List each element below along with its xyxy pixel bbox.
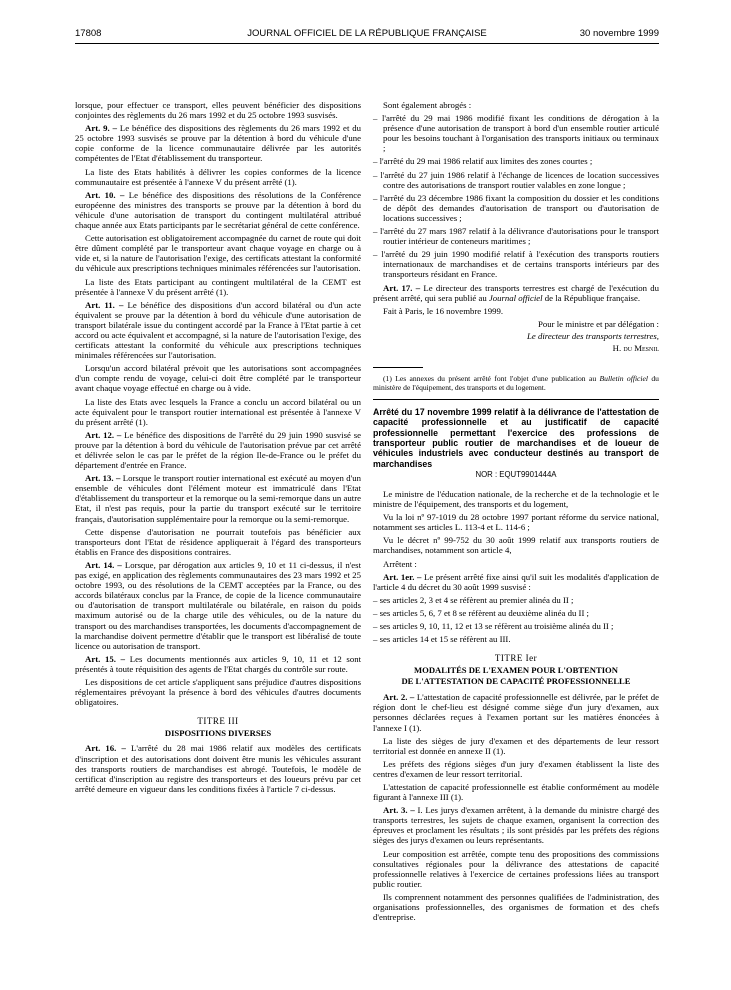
article-label: Art. 11. – bbox=[85, 299, 124, 310]
article-16: Art. 16. – L'arrêté du 28 mai 1986 relatif aux modèles des certificats d'inscription et des autorisations dont doivent être munis les véhicules assurant des transports routiers de marchandises est abrogé. Toutefois, le modèle de certificat d'inscription au registre des transporteurs et des loueurs prévu par cet arrêté demeure en vigueur dans les conditions fixées à l'article 7 ci-dessus. bbox=[75, 743, 362, 794]
article-1: Art. 1er. – Le présent arrêté fixe ainsi qu'il suit les modalités d'application de l'article 4 du décret du 30 août 1999 susvisé : bbox=[373, 571, 659, 592]
paragraph: lorsque, pour effectuer ce transport, elles peuvent bénéficier des dispositions conjointes des règlements du 26 mars 1992 et du 25 octobre 1993 susvisés. bbox=[75, 100, 361, 121]
paragraph: Les dispositions de cet article s'appliquent sans préjudice d'autres dispositions réglementaires prévoyant la présence à bord des véhicules d'autres documents obligatoires. bbox=[75, 676, 361, 708]
signatory-name: H. du Mesnil bbox=[612, 342, 659, 353]
list-item: – ses articles 5, 6, 7 et 8 se réfèrent au deuxième alinéa du II ; bbox=[373, 607, 589, 618]
paragraph: Arrêtent : bbox=[383, 558, 417, 569]
paragraph: Vu le décret nº 99-752 du 30 août 1999 relatif aux transports routiers de marchandises, notamment son article 4, bbox=[373, 535, 659, 556]
article-13: Art. 13. – Lorsque le transport routier international est exécuté au moyen d'un ensemble de véhicules dont l'élément moteur est immatriculé dans l'Etat d'établissement du transporteur et la remorque ou la semi-remorque dans un autre Etat, il n'est pas requis, pour la partie du transport exécuté sur le territoire français, d'autorisation supplémentaire pour la remorque ou la semi-remorque. bbox=[75, 473, 361, 524]
article-12: Art. 12. – Le bénéfice des dispositions de l'arrêté du 29 juin 1990 susvisé se prouve par la détention à bord du véhicule de l'autorisation prévue par cet arrêté et délivrée selon le cas par le préfet de la région Ile-de-France ou le préfet du département d'entrée en France. bbox=[75, 429, 362, 471]
journal-title: JOURNAL OFFICIEL DE LA RÉPUBLIQUE FRANÇAISE bbox=[247, 28, 487, 39]
article-15: Art. 15. – Les documents mentionnés aux articles 9, 10, 11 et 12 sont présentés à toute réquisition des agents de l'Etat chargés du contrôle sur route. bbox=[75, 653, 362, 674]
article-label: Art. 17. – bbox=[383, 282, 421, 293]
paragraph: Cette dispense d'autorisation ne pourrait toutefois pas bénéficier aux transporteurs dont l'Etat de résidence appliquerait à l'égard des transporteurs établis en France des dispositions contraires. bbox=[75, 526, 361, 557]
paragraph: La liste des sièges de jury d'examen et des départements de leur ressort territorial est donnée en annexe II (1). bbox=[373, 735, 659, 756]
paragraph: Lorsqu'un accord bilatéral prévoit que les autorisations sont accompagnées d'un compte rendu de voyage, celui-ci doit être complété par le transporteur avant chaque voyage effectué en charge ou à vide. bbox=[75, 363, 361, 394]
signature-place-date: Fait à Paris, le 16 novembre 1999. bbox=[383, 305, 504, 316]
decree-title: Arrêté du 17 novembre 1999 relatif à la délivrance de l'attestation de capacité professionnelle et au justificatif de capacité professionnelle permettant l'exercice des professions de transporteur public routier de marchandises et de loueur de véhicules industriels avec conducteur destinés au transport de marchandises bbox=[373, 407, 659, 469]
list-item: – l'arrêté du 23 décembre 1986 fixant la composition du dossier et les conditions de dépôt des demandes d'autorisation de transport ou d'autorisation de locations successives ; bbox=[373, 192, 659, 223]
title-heading: TITRE Ier bbox=[494, 653, 538, 664]
list-item: – l'arrêté du 29 mai 1986 relatif aux limites des zones courtes ; bbox=[373, 156, 593, 167]
footnote-rule bbox=[373, 367, 423, 368]
right-column bbox=[373, 100, 659, 925]
article-label: Art. 10. – bbox=[85, 189, 125, 200]
paragraph: Sont également abrogés : bbox=[383, 100, 472, 110]
section-separator bbox=[373, 399, 659, 400]
signature-line: Pour le ministre et par délégation : bbox=[537, 318, 659, 329]
article-label: Art. 13. – bbox=[85, 473, 121, 484]
article-label: Art. 12. – bbox=[85, 429, 122, 440]
article-label: Art. 9. – bbox=[85, 123, 117, 134]
paragraph: Ils comprennent notamment des personnes qualifiées de l'administration, des organisations professionnelles, des organismes de formation et des chefs d'entreprise. bbox=[373, 891, 659, 923]
article-9: Art. 9. – Le bénéfice des dispositions des règlements du 26 mars 1992 et du 25 octobre 1993 susvisés se prouve par la détention à bord du véhicule d'une copie conforme de la licence communautaire délivrée par les autorités compétentes de l'Etat d'établissement du transporteur. bbox=[75, 123, 362, 164]
list-item: – l'arrêté du 29 juin 1990 modifié relatif à l'exécution des transports routiers internationaux de marchandises et de certains transports intérieurs par des transporteurs résidant en France. bbox=[373, 249, 659, 280]
article-label: Art. 15. – bbox=[85, 653, 126, 664]
article-label: Art. 3. – bbox=[383, 805, 415, 816]
paragraph: L'attestation de capacité professionnelle est établie conformément au modèle figurant à l'annexe III (1). bbox=[373, 782, 659, 803]
article-2: Art. 2. – L'attestation de capacité professionnelle est délivrée, par le préfet de région dont le chef-lieu est désigné comme siège d'un jury d'examen, aux personnes déclarées reçues à l'examen portant sur les matières énoncées à l'annexe I (1). bbox=[373, 692, 660, 733]
article-label: Art. 1er. – bbox=[383, 571, 422, 582]
paragraph: La liste des Etats habilités à délivrer les copies conformes de la licence communautaire est présentée à l'annexe V du présent arrêté (1). bbox=[75, 166, 361, 187]
title-subheading: DISPOSITIONS DIVERSES bbox=[164, 728, 272, 739]
list-item: – ses articles 2, 3 et 4 se réfèrent au premier alinéa du II ; bbox=[373, 594, 574, 605]
article-3: Art. 3. – I. Les jurys d'examen arrêtent, à la demande du ministre chargé des transports terrestres, les sujets de chaque examen, organisent la correction des épreuves et proclament les résultats ; ils sont présidés par les préfets des régions sièges des jurys d'examen ou leurs représentants. bbox=[373, 805, 659, 846]
nor-reference: NOR : EQUT9901444A bbox=[475, 469, 557, 479]
article-label: Art. 2. – bbox=[383, 692, 415, 703]
article-label: Art. 14. – bbox=[85, 559, 122, 570]
article-17: Art. 17. – Le directeur des transports terrestres est chargé de l'exécution du présent arrêté, qui sera publié au Journal officiel de la République française. bbox=[373, 282, 660, 303]
article-14: Art. 14. – Lorsque, par dérogation aux articles 9, 10 et 11 ci-dessus, il n'est pas exigé, en application des règlements communautaires des 23 mars 1992 et 25 octobre 1993, ou des résolutions de la CEMT acceptées par la France, ou des accords bilatéraux conclus par la France, de copie de la licence communautaire ou d'autorisation de transport multilatérale ou bilatérale, en raison du poids maximum autorisé ou de la charge utile des véhicules, ou de la nature du transport ou des marchandises transportées, les documents d'accompagnement de la marchandise doivent permettre d'établir que le transport est libéralisé de toute licence ou autorisation de transport. bbox=[75, 559, 362, 651]
article-10: Art. 10. – Le bénéfice des dispositions des résolutions de la Conférence européenne des ministres des transports se prouve par la détention à bord du véhicule d'une autorisation de transport du contingent multilatéral attribué chaque année aux Etats participants par le secrétariat général de cette conférence. bbox=[75, 189, 361, 231]
signatory-title: Le directeur des transports terrestres, bbox=[527, 330, 659, 341]
list-item: – l'arrêté du 29 mai 1986 modifié fixant les conditions de dérogation à la présence d'une autorisation de transport à bord d'un ensemble routier articulé pour les besoins touchant à l'organisation des transports initiaux ou terminaux ; bbox=[373, 113, 659, 154]
page-number: 17808 bbox=[75, 28, 102, 39]
title-subheading: MODALITÉS DE L'EXAMEN POUR L'OBTENTION DE L'ATTESTATION DE CAPACITÉ PROFESSIONNELLE bbox=[401, 665, 631, 687]
paragraph: Vu la loi nº 97-1019 du 28 octobre 1997 portant réforme du service national, notamment ses articles L. 113-4 et L. 114-6 ; bbox=[373, 512, 659, 533]
issue-date: 30 novembre 1999 bbox=[579, 28, 659, 39]
list-item: – l'arrêté du 27 juin 1986 relatif à l'échange de licences de location successives contre des autorisations de transport routier valables en zone longue ; bbox=[373, 169, 659, 190]
paragraph: La liste des Etats avec lesquels la France a conclu un accord bilatéral ou un acte équivalent pour le transport routier international est présentée à l'annexe V du présent arrêté (1). bbox=[75, 396, 361, 427]
article-label: Art. 16. – bbox=[85, 743, 126, 754]
header-rule bbox=[75, 43, 659, 44]
list-item: – ses articles 14 et 15 se réfèrent au III. bbox=[373, 634, 511, 645]
list-item: – l'arrêté du 27 mars 1987 relatif à la délivrance d'autorisations pour le transport routier intérieur de conteneurs maritimes ; bbox=[373, 226, 659, 247]
paragraph: La liste des Etats participant au contingent multilatéral de la CEMT est présentée à l'annexe V du présent arrêté (1). bbox=[75, 276, 361, 297]
title-heading: TITRE III bbox=[197, 716, 239, 727]
paragraph: Le ministre de l'éducation nationale, de la recherche et de la technologie et le ministre de l'équipement, des transports et du logement, bbox=[373, 488, 659, 510]
article-11: Art. 11. – Le bénéfice des dispositions d'un accord bilatéral ou d'un acte équivalent se prouve par la détention à bord du véhicule d'une autorisation de transport bilatérale issue du contingent accordé par la France à l'Etat partie à cet accord ou acte équivalent et accompagné, si la nature de l'autorisation l'exige, des certificats attestant la conformité du véhicule aux prescriptions techniques minimales référencées sur l'autorisation. bbox=[75, 299, 361, 361]
paragraph: Les préfets des régions sièges d'un jury d'examen établissent la liste des centres d'examen de leur ressort territorial. bbox=[373, 758, 659, 779]
paragraph: Cette autorisation est obligatoirement accompagnée du carnet de route qui doit être dûment complété par le transporteur avant chaque voyage en charge ou à vide et, si la nature de l'autorisation l'exige, des certificats attestant la conformité du véhicule aux prescriptions techniques minimales référencées sur l'autorisation. bbox=[75, 233, 361, 274]
list-item: – ses articles 9, 10, 11, 12 et 13 se réfèrent au troisième alinéa du II ; bbox=[373, 620, 614, 631]
paragraph: Leur composition est arrêtée, compte tenu des propositions des commissions consultatives régionales pour la délivrance des attestations de capacité professionnelle relatives à l'exercice de certaines professions liées au transport public routier. bbox=[373, 848, 659, 889]
footnote: (1) Les annexes du présent arrêté font l'objet d'une publication au Bulletin officiel du ministère de l'équipement, des transports et du logement. bbox=[373, 374, 659, 393]
page-header bbox=[75, 28, 659, 42]
left-column bbox=[75, 100, 361, 797]
